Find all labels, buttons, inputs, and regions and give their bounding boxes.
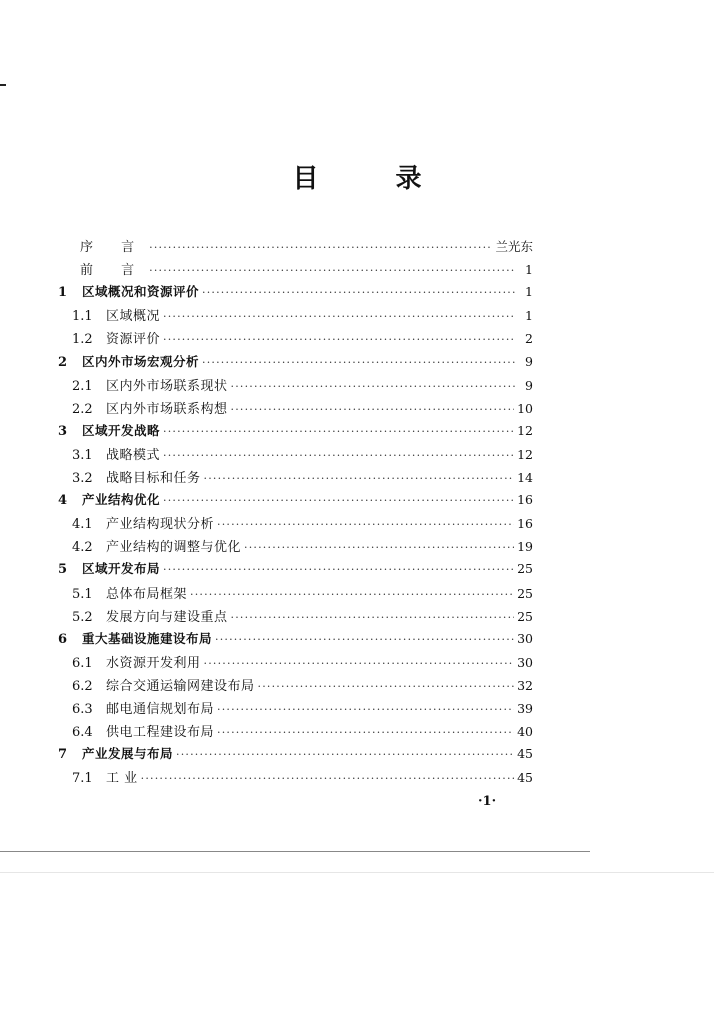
toc-entry [72,444,533,464]
toc-entry-page: 32 [517,678,533,693]
toc-entry-title: 区内外市场联系现状 [106,379,228,394]
toc-leader-dots [231,403,515,416]
toc-entry-title: 区域开发战略 [82,423,161,438]
scan-edge-line [0,851,590,852]
toc-entry [72,375,533,395]
toc-entry [72,583,533,603]
toc-entry [72,305,533,325]
toc-entry-number: 6 [58,632,68,647]
toc-entry-title: 工 业 [106,771,138,786]
toc-entry-title: 产业发展与布局 [82,746,174,761]
toc-entry [72,721,533,741]
toc-entry-number: 1 [58,285,68,300]
page-title: 目 录 [292,164,456,194]
toc-entry [72,767,533,787]
toc-entry-page: 25 [517,609,533,624]
toc-entry-number: 6.2 [72,679,93,694]
toc-entry [58,744,533,764]
toc-entry-title: 区域概况 [106,309,161,324]
toc-entry-title: 产业结构的调整与优化 [106,540,242,555]
toc-leader-dots [163,563,514,576]
toc-entry-number: 7 [58,747,68,762]
toc-entry-number: 2.2 [72,402,93,417]
toc-leader-dots [217,518,514,531]
toc-entry-title: 战略目标和任务 [106,471,201,486]
toc-entry-title: 总体布局框架 [106,587,188,602]
toc-entry-number: 1.1 [72,309,93,324]
toc-leader-dots [215,633,514,646]
toc-leader-dots [163,310,516,323]
toc-leader-dots [202,286,516,299]
toc-leader-dots [176,748,514,761]
toc-entry [58,490,533,510]
toc-entry [72,328,533,348]
toc-entry-page: 30 [517,631,533,646]
toc-entry-number: 5.2 [72,610,93,625]
toc-entry-page: 45 [517,746,533,761]
toc-entry-page: 45 [517,770,533,785]
toc-entry-number: 4 [58,493,68,508]
toc-entry-number: 7.1 [72,771,93,786]
toc-entry-page: 9 [525,354,533,369]
toc-entry-page: 9 [525,378,533,393]
toc-entry-page: 39 [517,701,533,716]
toc-entry [72,606,533,626]
toc-leader-dots [163,425,514,438]
toc-leader-dots [204,657,515,670]
toc-leader-dots [163,449,514,462]
toc-entry-title: 邮电通信规划布局 [106,702,215,717]
toc-leader-dots [149,241,492,254]
toc-entry [72,398,533,418]
toc-entry-page: 1 [525,262,533,277]
toc-entry [72,536,533,556]
toc-entry [58,629,533,649]
scan-edge-line-faint [0,872,714,873]
toc-entry-title: 序 言 [80,240,147,255]
toc-entry-title: 区域概况和资源评价 [82,284,200,299]
scan-mark [0,84,6,86]
toc-entry-number: 3.2 [72,471,93,486]
toc-entry [58,352,533,372]
toc-entry-page: 1 [525,284,533,299]
toc-entry-page: 12 [517,447,533,462]
toc-entry-page: 40 [517,724,533,739]
toc-entry-title: 区内外市场联系构想 [106,402,228,417]
toc-entry-number: 3.1 [72,448,93,463]
toc-entry-number: 5.1 [72,587,93,602]
toc-entry-title: 区域开发布局 [82,561,161,576]
toc-leader-dots [217,703,514,716]
toc-leader-dots [244,541,514,554]
toc-leader-dots [231,611,515,624]
toc-entry-title: 区内外市场宏观分析 [82,354,200,369]
toc-entry-title: 综合交通运输网建设布局 [106,679,255,694]
toc-entry [72,652,533,672]
toc-entry-page: 19 [517,539,533,554]
toc-entry [80,259,533,279]
toc-entry-page: 30 [517,655,533,670]
page-number: ·1· [478,794,497,809]
toc-entry-title: 产业结构现状分析 [106,517,215,532]
toc-entry-page: 10 [517,401,533,416]
toc-entry [58,282,533,302]
toc-entry [58,421,533,441]
toc-leader-dots [190,588,514,601]
toc-entry [72,467,533,487]
toc-leader-dots [204,472,515,485]
toc-leader-dots [141,772,514,785]
toc-leader-dots [258,680,515,693]
toc-entry-number: 2 [58,355,68,370]
toc-entry-number: 6.4 [72,725,93,740]
toc-entry-number: 5 [58,562,68,577]
toc-entry [58,559,533,579]
toc-entry-page: 1 [525,308,533,323]
toc-leader-dots [231,380,516,393]
toc-entry [72,513,533,533]
toc-entry-page: 16 [517,492,533,507]
toc-entry-number: 4.1 [72,517,93,532]
toc-entry-number: 3 [58,424,68,439]
toc-entry [72,698,533,718]
toc-entry-title: 发展方向与建设重点 [106,610,228,625]
toc-entry-number: 2.1 [72,379,93,394]
toc-entry-page: 25 [517,586,533,601]
toc-entry-number: 4.2 [72,540,93,555]
toc-entry-page: 2 [525,331,533,346]
toc-leader-dots [149,264,516,277]
toc-entry-page: 兰光东 [495,239,533,254]
toc-leader-dots [163,494,514,507]
toc-entry-page: 14 [517,470,533,485]
toc-entry-title: 供电工程建设布局 [106,725,215,740]
toc-entry [80,236,533,256]
toc-entry-number: 6.3 [72,702,93,717]
toc-entry-number: 1.2 [72,332,93,347]
toc-entry-title: 水资源开发利用 [106,656,201,671]
toc-leader-dots [202,356,516,369]
toc-entry-number: 6.1 [72,656,93,671]
toc-entry-title: 产业结构优化 [82,492,161,507]
toc-entry-title: 前 言 [80,263,147,278]
toc-entry [72,675,533,695]
toc-entry-title: 资源评价 [106,332,161,347]
toc-entry-page: 16 [517,516,533,531]
toc-entry-title: 重大基础设施建设布局 [82,631,213,646]
toc-entry-page: 12 [517,423,533,438]
toc-entry-title: 战略模式 [106,448,161,463]
toc-leader-dots [163,333,516,346]
toc-entry-page: 25 [517,561,533,576]
toc-leader-dots [217,726,514,739]
